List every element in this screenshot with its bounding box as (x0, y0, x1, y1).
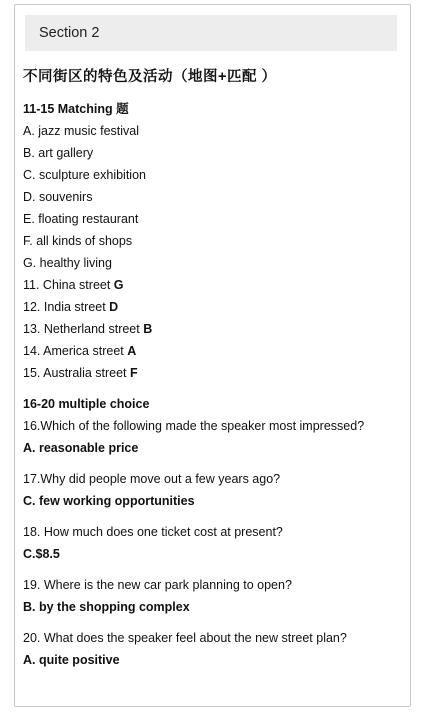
section-header (25, 15, 397, 51)
spacer (23, 459, 383, 468)
spacer (23, 618, 383, 627)
mc-answer: A. reasonable price (23, 441, 139, 455)
matching-question: 12. India street (23, 300, 110, 314)
spacer (23, 565, 383, 574)
matching-item (23, 274, 383, 296)
mc-answer: B. by the shopping complex (23, 600, 190, 614)
mc-answer: C.$8.5 (23, 547, 60, 561)
page-title: 不同街区的特色及活动（地图+匹配 ） (23, 69, 277, 85)
matching-option: F. all kinds of shops (23, 234, 133, 248)
matching-item (23, 318, 383, 340)
spacer (23, 512, 383, 521)
mc-question: 16.Which of the following made the speaker most impressed? (23, 419, 365, 433)
matching-option: B. art gallery (23, 146, 94, 160)
matching-option: D. souvenirs (23, 190, 93, 204)
matching-item (23, 340, 383, 362)
matching-heading: 11-15 Matching 题 (23, 102, 129, 116)
matching-item (23, 296, 383, 318)
matching-answer: A (127, 344, 137, 358)
matching-answer: G (113, 278, 124, 292)
matching-item (23, 362, 383, 384)
section-label: Section 2 (39, 25, 100, 41)
matching-option: G. healthy living (23, 256, 112, 270)
matching-option: C. sculpture exhibition (23, 168, 146, 182)
answer-content (23, 98, 383, 671)
mc-answer: A. quite positive (23, 653, 120, 667)
matching-answer: F (130, 366, 138, 380)
matching-question: 13. Netherland street (23, 322, 144, 336)
matching-answer: D (109, 300, 119, 314)
matching-option: A. jazz music festival (23, 124, 140, 138)
mc-question: 20. What does the speaker feel about the new street plan? (23, 631, 347, 645)
mc-question: 18. How much does one ticket cost at present? (23, 525, 283, 539)
spacer (23, 384, 383, 393)
mc-answer: C. few working opportunities (23, 494, 195, 508)
mc-heading: 16-20 multiple choice (23, 397, 150, 411)
matching-question: 11. China street (23, 278, 114, 292)
mc-question: 17.Why did people move out a few years ago? (23, 472, 281, 486)
matching-answer: B (143, 322, 153, 336)
matching-question: 14. America street (23, 344, 128, 358)
matching-option: E. floating restaurant (23, 212, 139, 226)
matching-question: 15. Australia street (23, 366, 131, 380)
mc-question: 19. Where is the new car park planning to open? (23, 578, 292, 592)
